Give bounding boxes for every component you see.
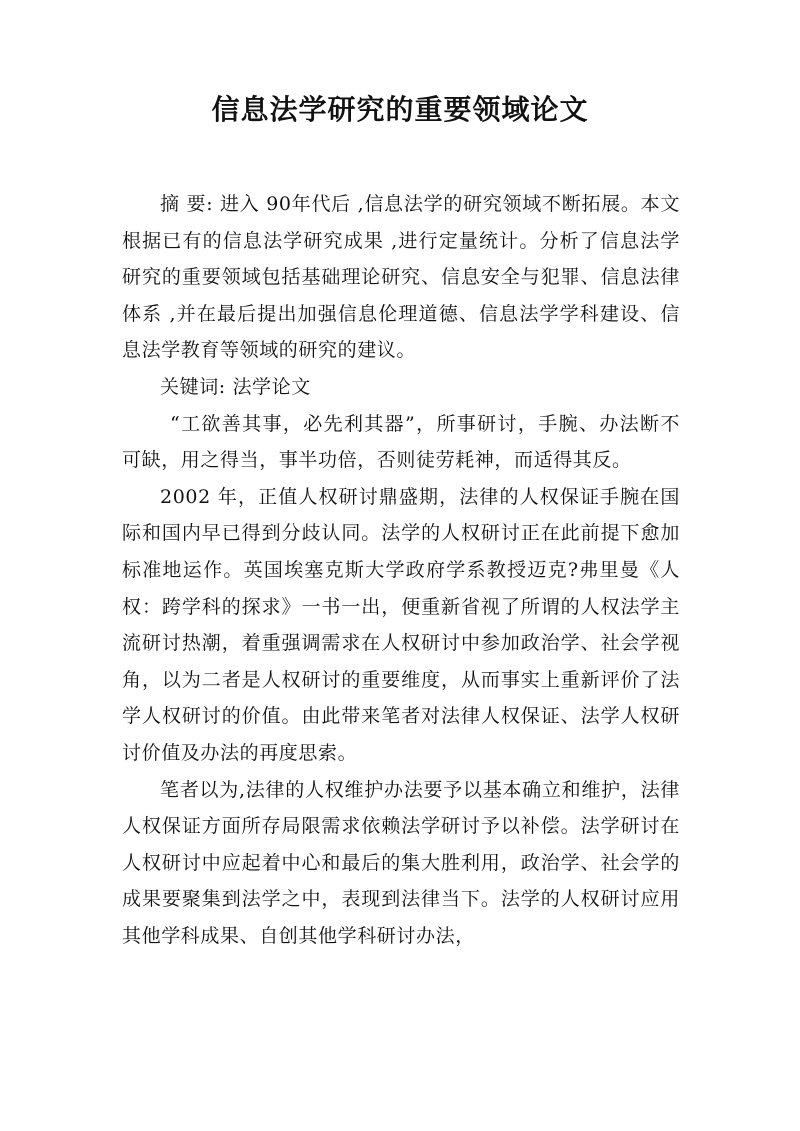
document-title: 信息法学研究的重要领域论文 [211, 93, 589, 126]
body-paragraph-1: “工欲善其事，必先利其器”，所事研讨，手腕、办法断不可缺，用之得当，事半功倍，否则徒劳耗神，而适得其反。 [122, 412, 680, 472]
body-paragraph-3: 笔者以为,法律的人权维护办法要予以基本确立和维护，法律人权保证方面所存局限需求依赖法学研讨予以补偿。法学研讨在人权研讨中应起着中心和最后的集大胜利用，政治学、社会学的成果要聚集到法学之中，表现到法律当下。法学的人权研讨应用其他学科成果、自创其他学科研讨办法， [122, 778, 680, 947]
body-paragraph-2: 2002 年，正值人权研讨鼎盛期，法律的人权保证手腕在国际和国内早已得到分歧认同。法学的人权研讨正在此前提下愈加标准地运作。英国埃塞克斯大学政府学系教授迈克?弗里曼《人权：跨学科的探求》一书一出，便重新省视了所谓的人权法学主流研讨热潮，着重强调需求在人权研讨中参加政治学、社会学视角，以为二者是人权研讨的重要维度，从而事实上重新评价了法学人权研讨的价值。由此带来笔者对法律人权保证、法学人权研讨价值及办法的再度思索。 [122, 485, 680, 764]
abstract-paragraph: 摘 要: 进入 90年代后 ,信息法学的研究领域不断拓展。本文根据已有的信息法学研究成果 ,进行定量统计。分析了信息法学研究的重要领域包括基础理论研究、信息安全与犯罪、信息法律体系 ,并在最后提出加强信息伦理道德、信息法学学科建设、信息法学教育等领域的研究的建议。 [122, 193, 680, 362]
document-body [122, 186, 680, 954]
keywords-line: 关键词: 法学论文 [160, 375, 311, 398]
